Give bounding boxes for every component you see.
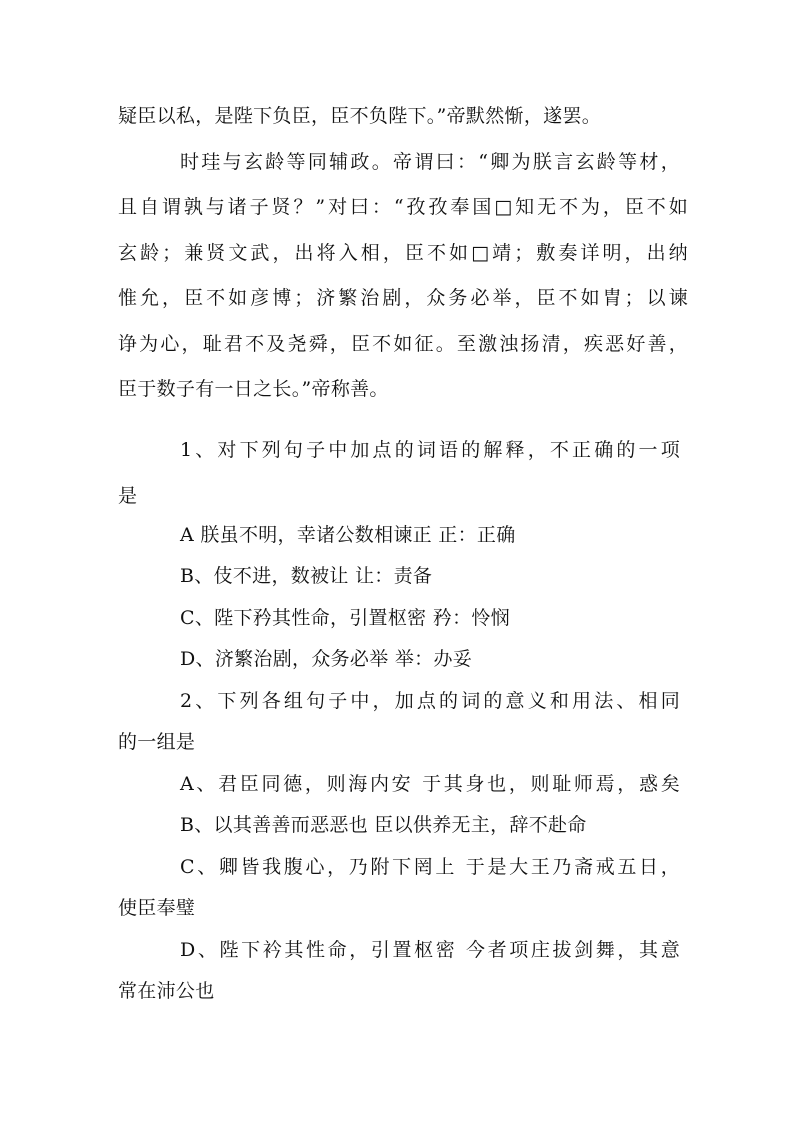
q1-stem-line-1: 1、对下列句子中加点的词语的解释，不正确的一项 bbox=[180, 439, 680, 461]
q2-option-d-line-2: 常在沛公也 bbox=[118, 980, 215, 1002]
passage-line-2: 时珪与玄龄等同辅政。帝谓曰：“卿为朕言玄龄等材， bbox=[180, 151, 680, 173]
q2-option-d-line-1: D、陛下衿其性命，引置枢密 今者项庄拔剑舞，其意 bbox=[180, 939, 680, 961]
q1-stem-line-2: 是 bbox=[118, 485, 138, 507]
passage-line-4: 玄龄；兼贤文武，出将入相，臣不如□靖；敷奏详明，出纳 bbox=[118, 242, 688, 264]
q2-stem-line-1: 2、下列各组句子中，加点的词的意义和用法、相同 bbox=[180, 690, 680, 712]
q1-option-c: C、陛下矜其性命，引置枢密 矜：怜悯 bbox=[180, 607, 510, 629]
passage-line-7: 臣于数子有一日之长。”帝称善。 bbox=[118, 378, 389, 400]
q1-option-a: A 朕虽不明，幸诸公数相谏正 正：正确 bbox=[180, 524, 516, 546]
q2-option-c-line-1: C、卿皆我腹心，乃附下罔上 于是大王乃斋戒五日， bbox=[180, 856, 680, 878]
passage-line-1: 疑臣以私，是陛下负臣，臣不负陛下。”帝默然惭，遂罢。 bbox=[118, 105, 602, 127]
q1-option-d: D、济繁治剧，众务必举 举：办妥 bbox=[180, 648, 473, 670]
q2-stem-line-2: 的一组是 bbox=[118, 731, 196, 753]
passage-line-3: 且自谓孰与诸子贤？”对曰：“孜孜奉国□知无不为，臣不如 bbox=[118, 196, 688, 218]
q1-option-b: B、伎不进，数被让 让：责备 bbox=[180, 565, 433, 587]
q2-option-a: A、君臣同德，则海内安 于其身也，则耻师焉，惑矣 bbox=[180, 773, 680, 795]
passage-line-6: 诤为心，耻君不及尧舜，臣不如征。至激浊扬清，疾恶好善， bbox=[118, 333, 688, 355]
q2-option-c-line-2: 使臣奉璧 bbox=[118, 897, 196, 919]
q2-option-b: B、以其善善而恶恶也 臣以供养无主，辞不赴命 bbox=[180, 814, 587, 836]
passage-line-5: 惟允，臣不如彦博；济繁治剧，众务必举，臣不如胄；以谏 bbox=[118, 287, 688, 309]
